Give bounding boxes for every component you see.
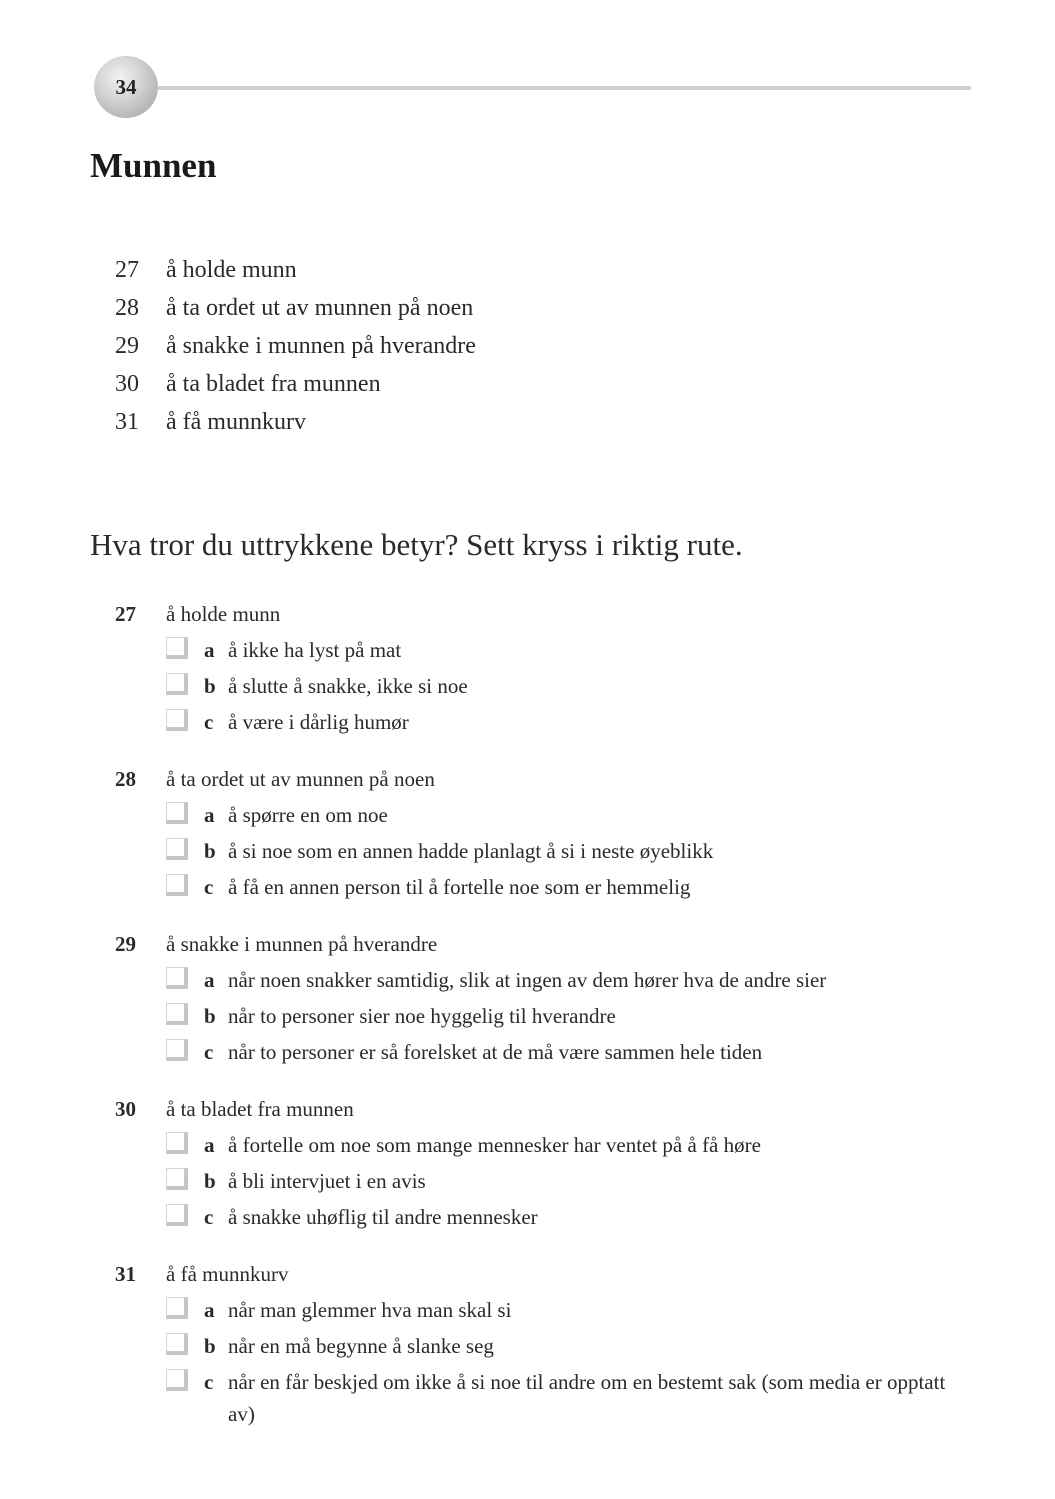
answer-checkbox[interactable]	[166, 1204, 188, 1226]
question-30	[115, 1091, 995, 1235]
answer-checkbox[interactable]	[166, 1297, 188, 1319]
option-letter: c	[204, 1205, 214, 1229]
option-30-a	[166, 1127, 995, 1163]
answer-checkbox[interactable]	[166, 1333, 188, 1355]
option-28-b	[166, 833, 995, 869]
option-text: å få en annen person til å fortelle noe som er hemmelig	[228, 875, 691, 899]
option-letter: a	[204, 803, 215, 827]
answer-checkbox[interactable]	[166, 1132, 188, 1154]
question-number: 27	[115, 602, 136, 626]
option-text: å slutte å snakke, ikke si noe	[228, 674, 468, 698]
option-29-c	[166, 1034, 995, 1070]
option-27-b	[166, 668, 995, 704]
question-text: å snakke i munnen på hverandre	[166, 932, 438, 956]
option-31-b	[166, 1328, 995, 1364]
header-rule	[158, 86, 971, 90]
option-letter: a	[204, 1298, 215, 1322]
option-text: når en får beskjed om ikke å si noe til andre om en bestemt sak (som media er opptatt av)	[228, 1370, 946, 1426]
page-number-badge	[94, 56, 158, 118]
option-letter: c	[204, 1040, 214, 1064]
option-31-c	[166, 1364, 995, 1430]
answer-checkbox[interactable]	[166, 1003, 188, 1025]
answer-checkbox[interactable]	[166, 838, 188, 860]
question-number: 30	[115, 1097, 136, 1121]
expression-number: 31	[115, 409, 139, 435]
answer-checkbox[interactable]	[166, 1369, 188, 1391]
answer-checkbox[interactable]	[166, 709, 188, 731]
option-27-c	[166, 704, 995, 740]
option-31-a	[166, 1292, 995, 1328]
option-text: å fortelle om noe som mange mennesker har ventet på å få høre	[228, 1133, 761, 1157]
expression-text: å få munnkurv	[166, 409, 306, 435]
option-29-a	[166, 962, 995, 998]
expression-item	[115, 403, 476, 441]
option-letter: b	[204, 839, 216, 863]
expression-number: 28	[115, 295, 139, 321]
expression-text: å holde munn	[166, 257, 297, 283]
option-text: å bli intervjuet i en avis	[228, 1169, 426, 1193]
expression-number: 29	[115, 333, 139, 359]
page-title: Munnen	[90, 146, 217, 185]
question-29	[115, 926, 995, 1070]
question-text: å ta ordet ut av munnen på noen	[166, 767, 435, 791]
question-number: 29	[115, 932, 136, 956]
expression-number: 30	[115, 371, 139, 397]
answer-checkbox[interactable]	[166, 673, 188, 695]
question-27	[115, 596, 995, 740]
option-30-c	[166, 1199, 995, 1235]
option-letter: b	[204, 1169, 216, 1193]
option-text: når to personer sier noe hyggelig til hverandre	[228, 1004, 616, 1028]
option-letter: c	[204, 1370, 214, 1394]
question-31	[115, 1256, 995, 1430]
option-letter: a	[204, 968, 215, 992]
option-27-a	[166, 632, 995, 668]
answer-checkbox[interactable]	[166, 1039, 188, 1061]
question-28	[115, 761, 995, 905]
question-number: 28	[115, 767, 136, 791]
option-text: å ikke ha lyst på mat	[228, 638, 402, 662]
option-text: å være i dårlig humør	[228, 710, 409, 734]
answer-checkbox[interactable]	[166, 874, 188, 896]
answer-checkbox[interactable]	[166, 637, 188, 659]
expression-item	[115, 327, 476, 365]
option-text: å spørre en om noe	[228, 803, 388, 827]
expression-text: å ta ordet ut av munnen på noen	[166, 295, 474, 321]
answer-checkbox[interactable]	[166, 1168, 188, 1190]
question-text: å få munnkurv	[166, 1262, 289, 1286]
expression-item	[115, 365, 476, 403]
answer-checkbox[interactable]	[166, 802, 188, 824]
option-letter: c	[204, 875, 214, 899]
answer-checkbox[interactable]	[166, 967, 188, 989]
expression-number: 27	[115, 257, 139, 283]
option-text: når en må begynne å slanke seg	[228, 1334, 494, 1358]
option-28-a	[166, 797, 995, 833]
option-text: når to personer er så forelsket at de må være sammen hele tiden	[228, 1040, 763, 1064]
question-text: å holde munn	[166, 602, 281, 626]
expression-item	[115, 251, 476, 289]
option-text: når noen snakker samtidig, slik at ingen av dem hører hva de andre sier	[228, 968, 827, 992]
question-number: 31	[115, 1262, 136, 1286]
expression-text: å snakke i munnen på hverandre	[166, 333, 476, 359]
option-letter: c	[204, 710, 214, 734]
page-number: 34	[115, 74, 137, 99]
question-text: å ta bladet fra munnen	[166, 1097, 354, 1121]
option-letter: a	[204, 638, 215, 662]
option-letter: b	[204, 674, 216, 698]
question-list	[115, 596, 995, 1451]
option-letter: a	[204, 1133, 215, 1157]
expression-text: å ta bladet fra munnen	[166, 371, 381, 397]
option-text: å snakke uhøflig til andre mennesker	[228, 1205, 538, 1229]
expression-item	[115, 289, 476, 327]
instruction: Hva tror du uttrykkene betyr? Sett kryss i riktig rute.	[90, 527, 743, 562]
option-letter: b	[204, 1004, 216, 1028]
option-text: å si noe som en annen hadde planlagt å si i neste øyeblikk	[228, 839, 714, 863]
option-28-c	[166, 869, 995, 905]
option-30-b	[166, 1163, 995, 1199]
option-29-b	[166, 998, 995, 1034]
option-letter: b	[204, 1334, 216, 1358]
expression-list	[115, 251, 476, 441]
option-text: når man glemmer hva man skal si	[228, 1298, 512, 1322]
